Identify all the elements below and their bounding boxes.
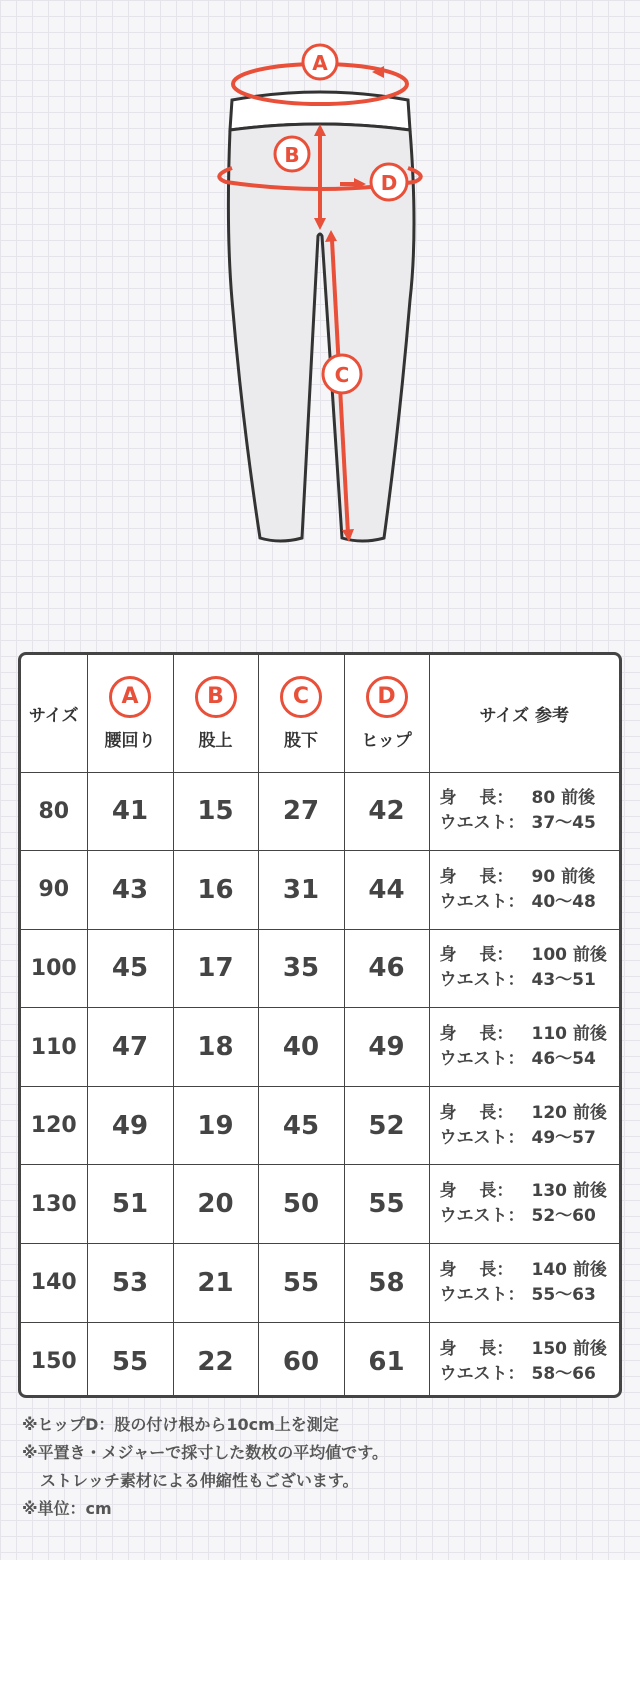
ref-waist-label: ウエスト： — [439, 1127, 525, 1148]
size-table-container — [18, 652, 622, 1398]
label-d-badge — [371, 164, 407, 200]
header-ref: サイズ 参考 — [429, 655, 619, 772]
header-d-badge: D — [366, 676, 408, 718]
cell-b: 18 — [173, 1008, 258, 1087]
cell-b: 15 — [173, 772, 258, 851]
table-row — [21, 1165, 619, 1244]
label-b: B — [284, 143, 300, 167]
cell-ref — [429, 1086, 619, 1165]
ref-waist-label: ウエスト： — [439, 891, 525, 912]
cell-d: 55 — [344, 1165, 429, 1244]
cell-b: 20 — [173, 1165, 258, 1244]
cell-b: 16 — [173, 851, 258, 930]
header-b-label: 股上 — [198, 730, 233, 751]
ref-waist-label: ウエスト： — [439, 970, 525, 991]
ref-waist: 37～45 — [531, 813, 596, 834]
ref-height: 90 前後 — [531, 866, 596, 887]
ref-height: 80 前後 — [531, 788, 596, 809]
cell-d: 49 — [344, 1008, 429, 1087]
header-b-badge: B — [195, 676, 237, 718]
note-hip: ※ヒップD：股の付け根から10cm上を測定 — [22, 1415, 339, 1434]
cell-c: 35 — [258, 929, 344, 1008]
cell-d: 46 — [344, 929, 429, 1008]
label-b-badge — [275, 137, 309, 171]
cell-c: 31 — [258, 851, 344, 930]
ref-height-label: 身 長： — [439, 945, 514, 966]
ref-waist: 46～54 — [531, 1049, 596, 1070]
cell-d: 42 — [344, 772, 429, 851]
cell-size: 130 — [21, 1165, 87, 1244]
cell-a: 47 — [87, 1008, 173, 1087]
ref-waist: 43～51 — [531, 970, 596, 991]
cell-ref — [429, 1244, 619, 1323]
cell-a: 53 — [87, 1244, 173, 1323]
cell-a: 45 — [87, 929, 173, 1008]
header-a-label: 腰回り — [104, 730, 156, 751]
table-row — [21, 1008, 619, 1087]
label-a-badge — [303, 45, 337, 79]
ref-height: 150 前後 — [531, 1338, 607, 1359]
header-a — [87, 655, 173, 772]
table-row — [21, 772, 619, 851]
ref-waist-label: ウエスト： — [439, 1049, 525, 1070]
table-row — [21, 1086, 619, 1165]
header-c-label: 股下 — [284, 730, 318, 751]
cell-size: 80 — [21, 772, 87, 851]
ref-waist-label: ウエスト： — [439, 1284, 525, 1305]
ref-height-label: 身 長： — [439, 1181, 514, 1202]
table-row — [21, 1244, 619, 1323]
label-a: A — [312, 51, 328, 75]
cell-a: 41 — [87, 772, 173, 851]
cell-d: 52 — [344, 1086, 429, 1165]
ref-height-label: 身 長： — [439, 1338, 514, 1359]
cell-size: 140 — [21, 1244, 87, 1323]
table-row — [21, 851, 619, 930]
label-d: D — [380, 171, 398, 195]
notes — [22, 1411, 388, 1523]
cell-size: 120 — [21, 1086, 87, 1165]
cell-size: 100 — [21, 929, 87, 1008]
size-table — [21, 655, 619, 1398]
cell-d: 58 — [344, 1244, 429, 1323]
pants-measurement-diagram — [0, 0, 640, 560]
ref-waist: 55～63 — [531, 1284, 596, 1305]
note-measure: ※平置き・メジャーで採寸した数枚の平均値です。 — [22, 1443, 388, 1462]
cell-ref — [429, 772, 619, 851]
cell-size: 150 — [21, 1322, 87, 1398]
cell-c: 60 — [258, 1322, 344, 1398]
cell-ref — [429, 1165, 619, 1244]
ref-waist: 40～48 — [531, 891, 596, 912]
header-d — [344, 655, 429, 772]
ref-height: 130 前後 — [531, 1181, 607, 1202]
header-a-badge: A — [109, 676, 151, 718]
ref-waist-label: ウエスト： — [439, 813, 525, 834]
ref-height-label: 身 長： — [439, 1259, 514, 1280]
ref-waist: 52～60 — [531, 1206, 596, 1227]
cell-d: 61 — [344, 1322, 429, 1398]
table-header-row — [21, 655, 619, 772]
cell-d: 44 — [344, 851, 429, 930]
ref-height: 110 前後 — [531, 1024, 607, 1045]
cell-c: 55 — [258, 1244, 344, 1323]
ref-height: 100 前後 — [531, 945, 607, 966]
ref-waist-label: ウエスト： — [439, 1206, 525, 1227]
header-size: サイズ — [21, 655, 87, 772]
ref-height-label: 身 長： — [439, 1102, 514, 1123]
note-unit: ※単位：cm — [22, 1499, 112, 1518]
cell-ref — [429, 1322, 619, 1398]
cell-ref — [429, 1008, 619, 1087]
cell-c: 27 — [258, 772, 344, 851]
ref-height: 140 前後 — [531, 1259, 607, 1280]
cell-c: 50 — [258, 1165, 344, 1244]
cell-size: 110 — [21, 1008, 87, 1087]
header-d-label: ヒップ — [361, 730, 412, 751]
ref-waist-label: ウエスト： — [439, 1363, 525, 1384]
cell-ref — [429, 851, 619, 930]
label-c-badge — [323, 355, 361, 393]
cell-a: 55 — [87, 1322, 173, 1398]
header-c-badge: C — [280, 676, 322, 718]
cell-a: 43 — [87, 851, 173, 930]
table-row — [21, 929, 619, 1008]
ref-waist: 49～57 — [531, 1127, 596, 1148]
cell-a: 51 — [87, 1165, 173, 1244]
cell-b: 17 — [173, 929, 258, 1008]
cell-b: 22 — [173, 1322, 258, 1398]
label-c: C — [334, 363, 350, 387]
cell-b: 21 — [173, 1244, 258, 1323]
ref-height-label: 身 長： — [439, 788, 514, 809]
note-stretch: ストレッチ素材による伸縮性もございます。 — [40, 1471, 359, 1490]
cell-size: 90 — [21, 851, 87, 930]
cell-ref — [429, 929, 619, 1008]
ref-height: 120 前後 — [531, 1102, 607, 1123]
ref-height-label: 身 長： — [439, 1024, 514, 1045]
cell-c: 40 — [258, 1008, 344, 1087]
table-row — [21, 1322, 619, 1398]
cell-c: 45 — [258, 1086, 344, 1165]
ref-height-label: 身 長： — [439, 866, 514, 887]
cell-b: 19 — [173, 1086, 258, 1165]
cell-a: 49 — [87, 1086, 173, 1165]
header-b — [173, 655, 258, 772]
ref-waist: 58～66 — [531, 1363, 596, 1384]
header-c — [258, 655, 344, 772]
